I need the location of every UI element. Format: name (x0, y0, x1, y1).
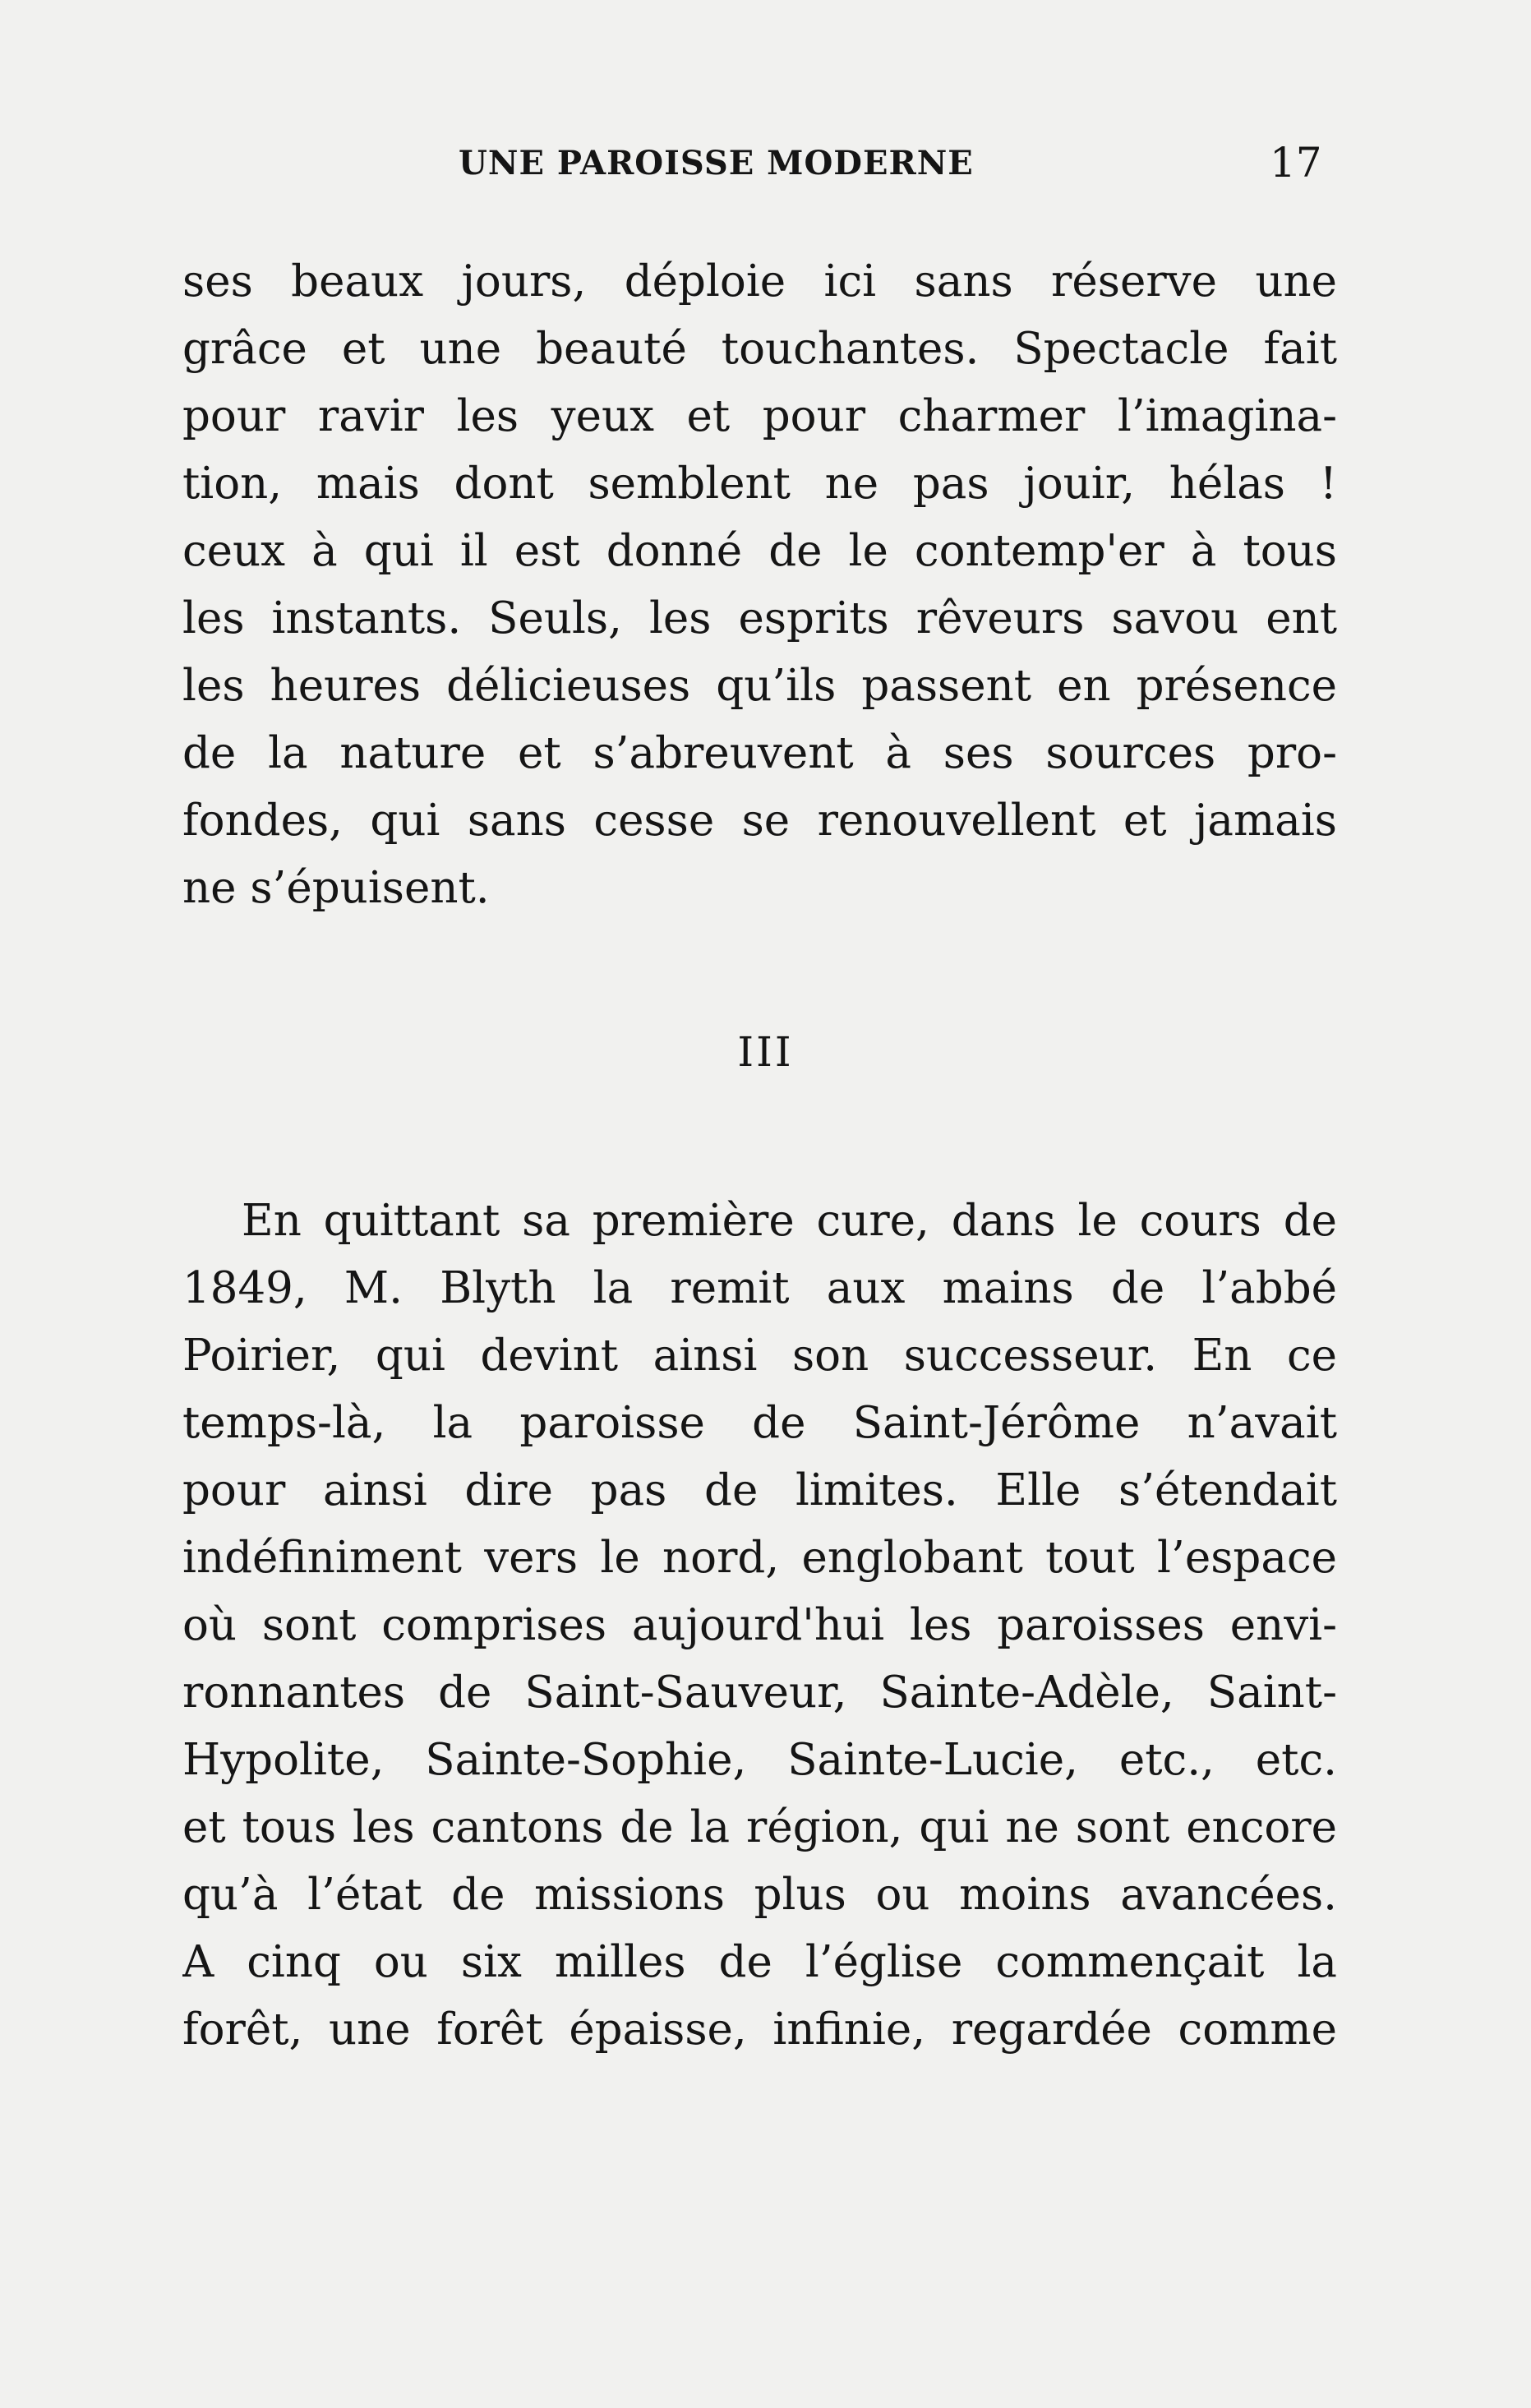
text-line: pour ravir les yeux et pour charmer l’imagina- (182, 391, 1337, 441)
running-head (0, 139, 1531, 193)
text-line: A cinq ou six milles de l’église commençait la (182, 1937, 1337, 1987)
paragraph (182, 1188, 1337, 2064)
text-line: où sont comprises aujourd'hui les paroisses envi- (182, 1600, 1337, 1650)
text-line: les heures délicieuses qu’ils passent en présence (182, 661, 1337, 711)
text-line: temps-là, la paroisse de Saint-Jérôme n’avait (182, 1398, 1337, 1448)
text-line: pour ainsi dire pas de limites. Elle s’étendait (182, 1465, 1337, 1515)
text-line: qu’à l’état de missions plus ou moins avancées. (182, 1870, 1337, 1920)
text-line: 1849, M. Blyth la remit aux mains de l’abbé (182, 1263, 1337, 1313)
text-line: Poirier, qui devint ainsi son successeur. En ce (182, 1331, 1337, 1381)
text-line: ronnantes de Saint-Sauveur, Sainte-Adèle, Saint- (182, 1668, 1337, 1718)
text-line: fondes, qui sans cesse se renouvellent et jamais (182, 796, 1337, 846)
text-line: indéfiniment vers le nord, englobant tout l’espace (182, 1533, 1337, 1583)
text-line: forêt, une forêt épaisse, infinie, regardée comme (182, 2004, 1337, 2055)
text-line: ne s’épuisent. (182, 863, 490, 913)
text-line: grâce et une beauté touchantes. Spectacle fait (182, 324, 1337, 374)
text-line: ceux à qui il est donné de le contemp'er à tous (182, 526, 1337, 576)
page-number: 17 (1270, 139, 1322, 187)
text-line: Hypolite, Sainte-Sophie, Sainte-Lucie, etc., etc. (182, 1735, 1337, 1785)
text-line: ses beaux jours, déploie ici sans réserve une (182, 256, 1337, 307)
section-heading: III (737, 1028, 794, 1076)
paragraph-continued (182, 248, 1337, 922)
running-title: UNE PAROISSE MODERNE (459, 144, 974, 182)
text-line: tion, mais dont semblent ne pas jouir, hélas ! (182, 459, 1337, 509)
text-line: les instants. Seuls, les esprits rêveurs savou ent (182, 593, 1337, 644)
text-line: En quittant sa première cure, dans le cours de (242, 1196, 1337, 1246)
text-line: et tous les cantons de la région, qui ne sont encore (182, 1802, 1337, 1852)
text-line: de la nature et s’abreuvent à ses sources pro- (182, 728, 1337, 778)
